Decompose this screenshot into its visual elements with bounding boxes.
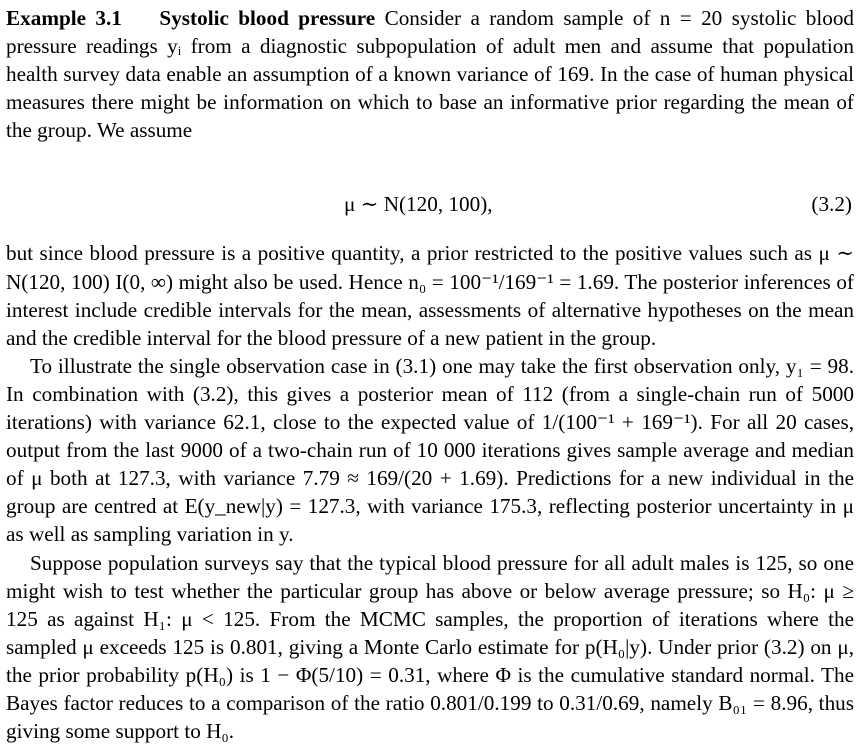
paragraph-intro — [6, 4, 854, 144]
equation-row — [6, 190, 854, 218]
paragraph-single-observation: To illustrate the single observation case in (3.1) one may take the first observation only, y₁ = 98. In combination with (3.2), this gives a posterior mean of 112 (from a single-chain run of 5000 iterations) with variance 62.1, close to the expected value of 1/(100⁻¹ + 169⁻¹). For all 20 cases, output from the last 9000 of a two-chain run of 10 000 iterations gives sample average and median of μ both at 127.3, with variance 7.79 ≈ 169/(20 + 1.69). Predictions for a new individual in the group are centred at E(y_new|y) = 127.3, with variance 175.3, reflecting posterior uncertainty in μ as well as sampling variation in y. — [6, 353, 854, 547]
example-title: Systolic blood pressure — [159, 6, 376, 30]
equation-number: (3.2) — [811, 192, 852, 217]
paragraph-prior: but since blood pressure is a positive quantity, a prior restricted to the positive values such as μ ∼ N(120, 100) I(0, ∞) might also be used. Hence n₀ = 100⁻¹/169⁻¹ = 1.69. The posterior inferences of interest include credible intervals for the mean, assessments of alternative hypotheses on the mean and the credible interval for the blood pressure of a new patient in the group. — [6, 241, 854, 350]
paragraph-intro-text: Consider a random sample of n = 20 systolic blood pressure readings yᵢ from a diagnostic subpopulation of adult men and assume that population health survey data enable an assumption of a known variance of 169. In the case of human physical measures there might be information on which to base an informative prior regarding the mean of the group. We assume — [6, 6, 855, 143]
example-number: Example 3.1 — [6, 6, 122, 30]
equation: μ ∼ N(120, 100), — [344, 192, 493, 217]
paragraph-hypothesis-test: Suppose population surveys say that the typical blood pressure for all adult males is 125, so one might wish to test whether the particular group has above or below average pressure; so H₀: μ ≥ 125 as against H₁: μ < 125. From the MCMC samples, the proportion of iterations where the sampled μ exceeds 125 is 0.801, giving a Monte Carlo estimate for p(H₀|y). Under prior (3.2) on μ, the prior probability p(H₀) is 1 − Φ(5/10) = 0.31, where Φ is the cumulative standard normal. The Bayes factor reduces to a comparison of the ratio 0.801/0.199 to 0.31/0.69, namely B₀₁ = 8.96, thus giving some support to H₀. — [6, 550, 854, 744]
